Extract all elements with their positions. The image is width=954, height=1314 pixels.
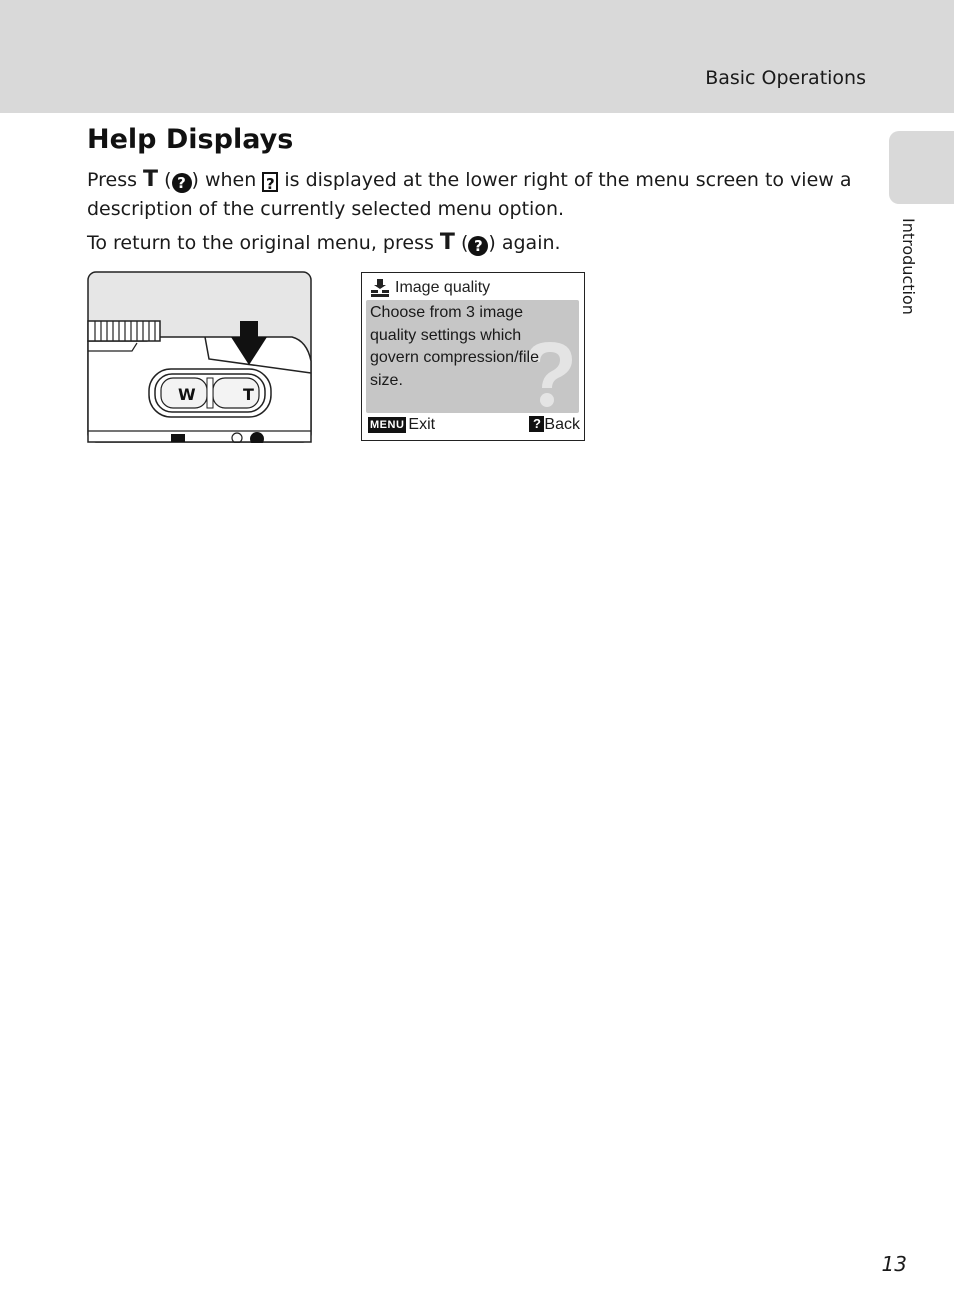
help-text-panel: [366, 300, 579, 413]
camera-drawing: [87, 271, 312, 443]
text: Press: [87, 169, 144, 191]
header-band: [0, 0, 954, 113]
page-title: Help Displays: [87, 124, 294, 155]
image-quality-icon: [370, 279, 390, 297]
screen-title: Image quality: [395, 279, 491, 296]
side-tab: [889, 131, 954, 204]
screen-footer: [368, 416, 580, 436]
t-button-glyph: T: [143, 167, 159, 192]
t-label: T: [243, 385, 254, 404]
exit-label: Exit: [408, 416, 436, 433]
text: To return to the original menu, press: [87, 232, 440, 254]
side-tab-label: Introduction: [899, 218, 918, 315]
t-button-glyph: T: [439, 230, 455, 255]
monitor-screen: [361, 272, 585, 441]
playback-icon: [171, 434, 185, 442]
help-box-icon: ?: [262, 172, 278, 192]
text: (: [454, 232, 469, 254]
camera-zoom-illustration: [87, 271, 312, 443]
help-button-icon: ?: [529, 416, 544, 432]
text: ) when: [191, 169, 263, 191]
help-circle-icon: ?: [468, 236, 488, 256]
screen-header: [370, 277, 490, 299]
help-circle-icon: ?: [172, 173, 192, 193]
paragraph-2: [87, 228, 867, 258]
paragraph-1: [87, 165, 867, 224]
help-text: Choose from 3 image quality settings which govern compression/file size.: [370, 304, 539, 389]
section-title: Basic Operations: [705, 67, 866, 89]
back-label: Back: [544, 416, 580, 433]
w-label: W: [178, 385, 196, 404]
text: is displayed at the lower right of the menu screen to view a description of the currently selected menu option.: [87, 169, 852, 220]
menu-button-icon: MENU: [370, 419, 405, 431]
text: (: [158, 169, 172, 191]
page-number: 13: [881, 1252, 907, 1276]
back-group: [529, 416, 580, 434]
text: ) again.: [488, 232, 561, 254]
